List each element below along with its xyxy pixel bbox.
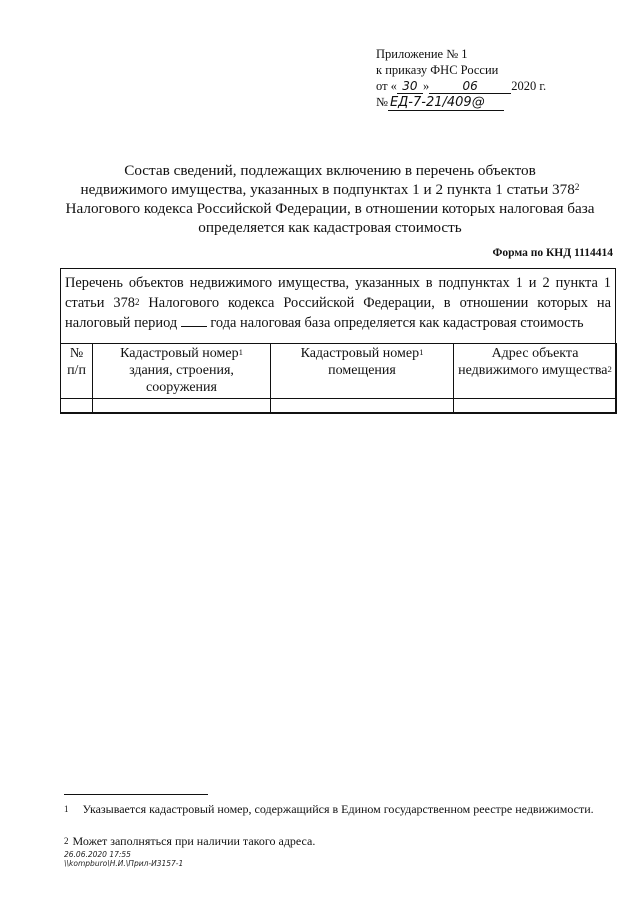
form-code: Форма по КНД 1114414 [492, 247, 613, 259]
col2-label: Кадастровый номер [120, 346, 239, 361]
col3-rest: помещения [328, 363, 396, 378]
title-line-3: Налогового кодекса Российской Федерации, в отношении которых налоговая база [65, 200, 595, 217]
footnote-1-num: 1 [64, 804, 69, 814]
appendix-number [376, 94, 616, 111]
title-line-2-text: недвижимого имущества, указанных в подпунктах 1 и 2 пункта 1 статьи 378 [80, 181, 575, 198]
footnote-1 [64, 802, 610, 817]
cell-number[interactable] [61, 399, 93, 414]
col4-sup: 2 [607, 364, 612, 375]
intro-part-1: Перечень объектов недвижимого имущества, указанных в подпунктах 1 и 2 пункта 1 статьи 378 [65, 275, 611, 311]
appendix-order-ref: к приказу ФНС России [376, 63, 499, 77]
table-row [61, 399, 617, 414]
file-path: \\kompburo\Н.И.\Прил-И3157-1 [64, 859, 184, 868]
print-timestamp: 26.06.2020 17:55 [64, 850, 131, 859]
col2-sup: 1 [238, 347, 243, 358]
title-line-2 [60, 180, 600, 199]
col-number-header: № п/п [61, 344, 93, 399]
date-mid: » [422, 79, 430, 93]
title-line-4: определяется как кадастровая стоимость [198, 219, 462, 236]
date-day: 30 [397, 79, 423, 94]
cell-address[interactable] [454, 399, 617, 414]
col-address-header [454, 344, 617, 399]
intro-part-3: года налоговая база определяется как кадастровая стоимость [206, 315, 584, 331]
title-line-1: Состав сведений, подлежащих включению в перечень объектов [124, 162, 536, 179]
document-title [60, 161, 600, 237]
number-prefix: № [376, 95, 388, 109]
appendix-date [376, 78, 616, 94]
title-footnote-sup: 2 [574, 183, 580, 194]
cell-building-cadastral[interactable] [93, 399, 271, 414]
intro-sup: 2 [134, 297, 140, 308]
objects-table [60, 343, 617, 414]
col3-sup: 1 [419, 347, 424, 358]
date-month: 06 [429, 79, 511, 94]
col-premises-cadastral-header [271, 344, 454, 399]
footnote-divider [64, 794, 208, 795]
col3-label: Кадастровый номер [300, 346, 420, 361]
table-header-row [61, 344, 617, 399]
footnote-2-text: Может заполняться при наличии такого адреса. [72, 834, 316, 848]
footnote-2 [64, 834, 315, 849]
col2-rest: здания, строения, сооружения [129, 363, 234, 395]
tax-period-blank[interactable] [181, 314, 207, 327]
intro-part-2: Налогового кодекса Российской Федерации, в отношении которых на налоговый период [65, 295, 611, 331]
appendix-block [376, 46, 616, 111]
appendix-title: Приложение № 1 [376, 47, 468, 61]
footnote-2-num: 2 [64, 836, 69, 846]
col4-label: Адрес объекта недвижимого имущества [458, 346, 608, 378]
date-prefix: от « [376, 79, 397, 93]
order-number: ЕД-7-21/409@ [388, 96, 504, 111]
form-intro-text [65, 273, 611, 333]
cell-premises-cadastral[interactable] [271, 399, 454, 414]
date-year: 2020 г. [511, 79, 547, 93]
col-building-cadastral-header [93, 344, 271, 399]
footnote-1-text: Указывается кадастровый номер, содержащийся в Едином государственном реестре недвижимости. [82, 802, 594, 816]
